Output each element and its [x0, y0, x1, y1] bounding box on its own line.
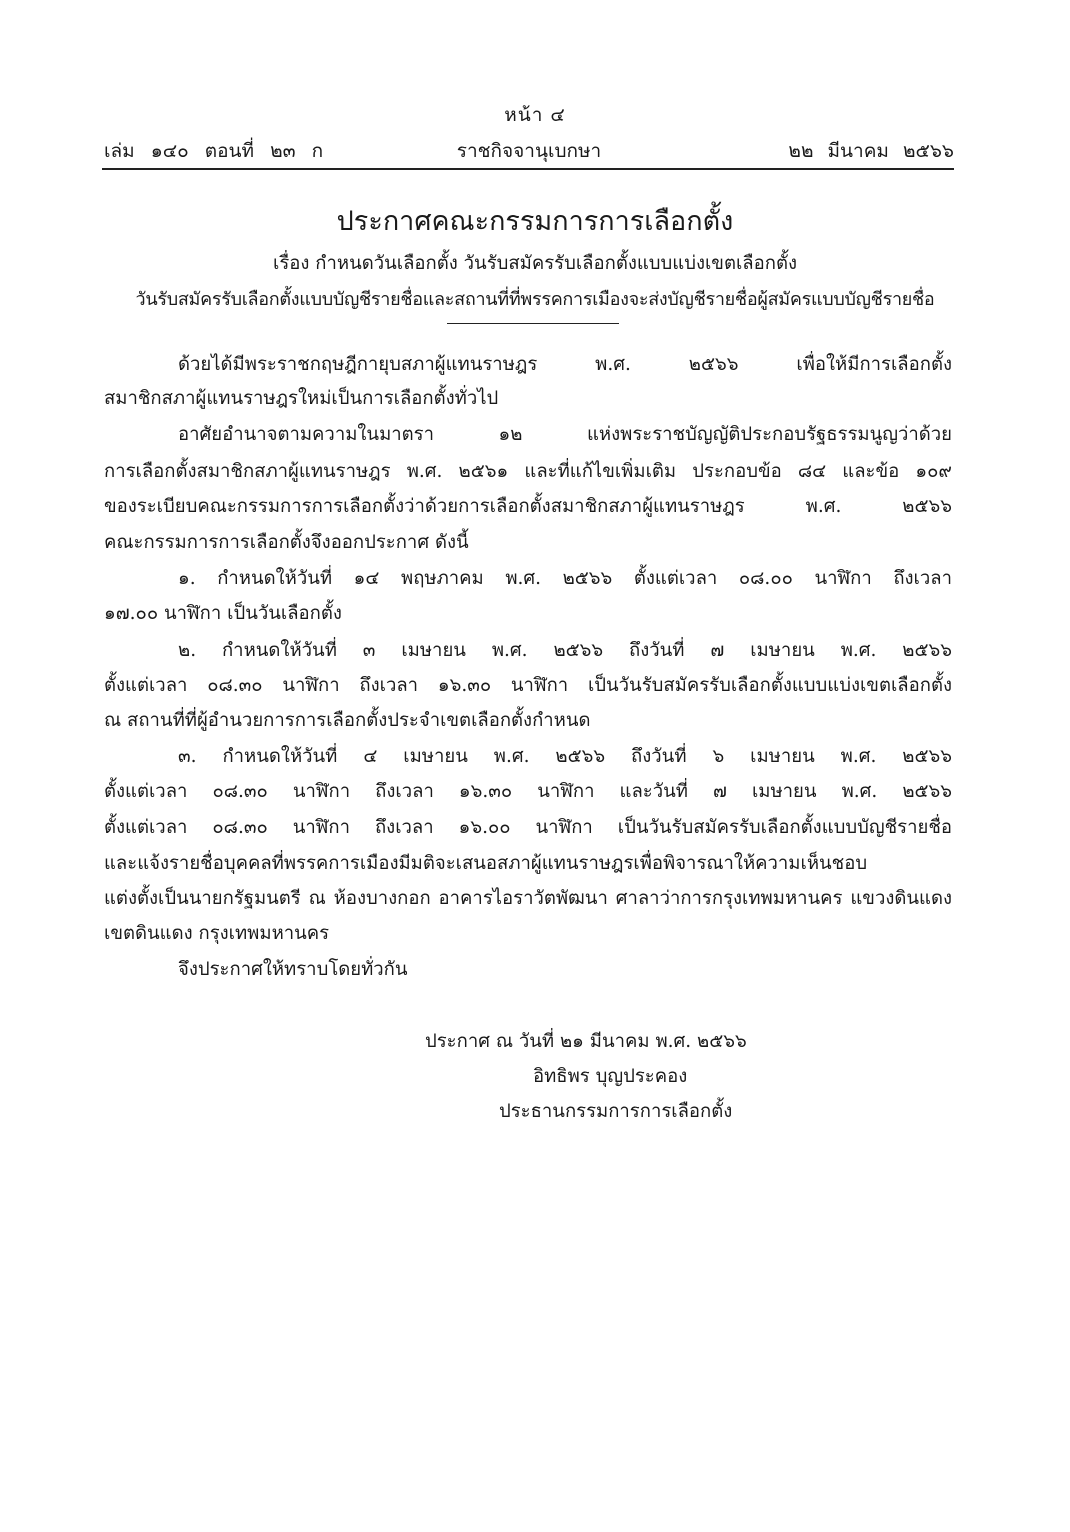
signatory-name: อิทธิพร บุญประคอง: [533, 1066, 688, 1087]
body-line: คณะกรรมการการเลือกตั้งจึงออกประกาศ ดังนี้: [104, 532, 469, 553]
body-line: ของระเบียบคณะกรรมการการเลือกตั้งว่าด้วยการเลือกตั้งสมาชิกสภาผู้แทนราษฎร พ.ศ. ๒๕๖๖: [104, 496, 952, 517]
publication-name: ราชกิจจานุเบกษา: [456, 140, 602, 162]
gazette-header: [104, 136, 954, 164]
body-line: ๑๗.๐๐ นาฬิกา เป็นวันเลือกตั้ง: [104, 603, 342, 624]
body-line: ๑. กำหนดให้วันที่ ๑๔ พฤษภาคม พ.ศ. ๒๕๖๖ ตั้งแต่เวลา ๐๘.๐๐ นาฬิกา ถึงเวลา: [178, 568, 952, 589]
publication-date: ๒๒ มีนาคม ๒๕๖๖: [788, 140, 954, 162]
body-line: เขตดินแดง กรุงเทพมหานคร: [104, 923, 330, 944]
announcement-date: ประกาศ ณ วันที่ ๒๑ มีนาคม พ.ศ. ๒๕๖๖: [425, 1031, 747, 1052]
body-line: ตั้งแต่เวลา ๐๘.๓๐ นาฬิกา ถึงเวลา ๑๖.๐๐ นาฬิกา เป็นวันรับสมัครรับเลือกตั้งแบบบัญชีรายชื่อ: [104, 817, 952, 838]
body-line: แต่งตั้งเป็นนายกรัฐมนตรี ณ ห้องบางกอก อาคารไอราวัตพัฒนา ศาลาว่าการกรุงเทพมหานคร แขวงดินแดง: [104, 888, 952, 909]
body-line: ตั้งแต่เวลา ๐๘.๓๐ นาฬิกา ถึงเวลา ๑๖.๓๐ นาฬิกา เป็นวันรับสมัครรับเลือกตั้งแบบแบ่งเขตเลือกตั้ง: [104, 675, 952, 696]
body-line: ด้วยได้มีพระราชกฤษฎีกายุบสภาผู้แทนราษฎร พ.ศ. ๒๕๖๖ เพื่อให้มีการเลือกตั้ง: [178, 354, 952, 375]
volume-issue: เล่ม ๑๔๐ ตอนที่ ๒๓ ก: [104, 140, 324, 162]
subject-line-2: วันรับสมัครรับเลือกตั้งแบบบัญชีรายชื่อและสถานที่ที่พรรคการเมืองจะส่งบัญชีรายชื่อผู้สมัครแบบบัญชีรายชื่อ: [135, 289, 935, 310]
header-divider: [102, 168, 954, 170]
body-line: ตั้งแต่เวลา ๐๘.๓๐ นาฬิกา ถึงเวลา ๑๖.๓๐ นาฬิกา และวันที่ ๗ เมษายน พ.ศ. ๒๕๖๖: [104, 781, 952, 802]
body-line: ๒. กำหนดให้วันที่ ๓ เมษายน พ.ศ. ๒๕๖๖ ถึงวันที่ ๗ เมษายน พ.ศ. ๒๕๖๖: [178, 640, 952, 661]
body-line: ๓. กำหนดให้วันที่ ๔ เมษายน พ.ศ. ๒๕๖๖ ถึงวันที่ ๖ เมษายน พ.ศ. ๒๕๖๖: [178, 746, 952, 767]
signatory-position: ประธานกรรมการการเลือกตั้ง: [499, 1101, 733, 1122]
body-line: การเลือกตั้งสมาชิกสภาผู้แทนราษฎร พ.ศ. ๒๕๖๑ และที่แก้ไขเพิ่มเติม ประกอบข้อ ๘๔ และข้อ ๑๐๙: [104, 461, 952, 482]
title-divider: [447, 323, 619, 324]
body-line: อาศัยอำนาจตามความในมาตรา ๑๒ แห่งพระราชบัญญัติประกอบรัฐธรรมนูญว่าด้วย: [178, 424, 952, 445]
page-number: หน้า ๔: [504, 104, 566, 126]
closing-line: จึงประกาศให้ทราบโดยทั่วกัน: [178, 959, 408, 980]
subject-line-1: เรื่อง กำหนดวันเลือกตั้ง วันรับสมัครรับเลือกตั้งแบบแบ่งเขตเลือกตั้ง: [273, 253, 797, 274]
body-line: ณ สถานที่ที่ผู้อำนวยการการเลือกตั้งประจำเขตเลือกตั้งกำหนด: [104, 710, 591, 731]
body-line: สมาชิกสภาผู้แทนราษฎรใหม่เป็นการเลือกตั้งทั่วไป: [104, 388, 499, 409]
announcement-title: ประกาศคณะกรรมการการเลือกตั้ง: [336, 206, 734, 237]
body-line: และแจ้งรายชื่อบุคคลที่พรรคการเมืองมีมติจะเสนอสภาผู้แทนราษฎรเพื่อพิจารณาให้ความเห็นชอบ: [104, 853, 868, 874]
